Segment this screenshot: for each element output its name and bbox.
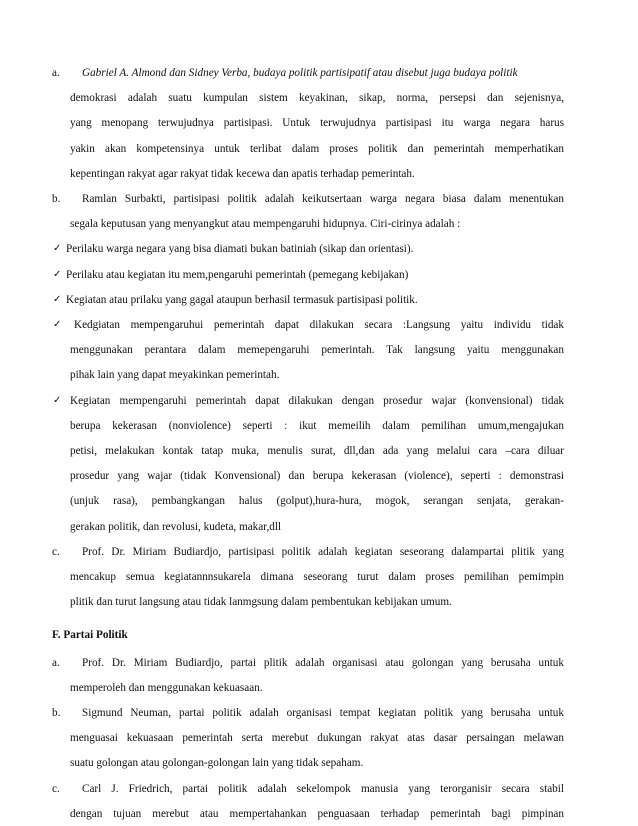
- item-label-f-c: c.: [52, 782, 60, 795]
- check-item-3: Kegiatan atau prilaku yang gagal ataupun berhasil termasuk partisipasi politik.: [66, 293, 418, 306]
- check-item-5-line-5: (unjuk rasa), pembangkangan halus (golput),hura-hura, mogok, serangan senjata, gerakan-: [70, 495, 564, 508]
- check-icon: ✓: [53, 243, 62, 255]
- item-label-c: c.: [52, 545, 60, 558]
- check-item-5-line-3: petisi, melakukan kontak tatap muka, menulis surat, dll,dan ada yang melalui cara –cara diluar: [70, 445, 564, 457]
- para-f-b-line-3: suatu golongan atau golongan-golongan lain yang tidak sepaham.: [70, 757, 364, 770]
- item-label-f-b: b.: [52, 707, 61, 719]
- check-icon: ✓: [53, 293, 62, 305]
- para-f-c-line-1: Carl J. Friedrich, partai politik adalah sekelompok manusia yang terorganisir secara stabil: [82, 782, 564, 795]
- para-a-line-5: kepentingan rakyat agar rakyat tidak kecewa dan apatis terhadap pemerintah.: [70, 167, 415, 180]
- para-f-a-line-1: Prof. Dr. Miriam Budiardjo, partai plitik adalah organisasi atau golongan yang berusaha untuk: [82, 656, 564, 669]
- check-icon: ✓: [53, 319, 62, 330]
- item-label-f-a: a.: [52, 656, 60, 669]
- check-item-5-line-1: Kegiatan mempengaruhi pemerintah dapat dilakukan dengan prosedur wajar (konvensional) tidak: [70, 394, 564, 407]
- para-f-c-line-2: dengan tujuan merebut atau mempertahankan penguasaan terhadap pemerintah bagi pimpinan: [70, 807, 564, 820]
- check-item-4-line-1: Kedgiatan mempengaruhui pemerintah dapat dilakukan secara :Langsung yaitu individu tidak: [74, 319, 564, 331]
- para-a-line-2: demokrasi adalah suatu kumpulan sistem keyakinan, sikap, norma, persepsi dan sejenisnya,: [70, 92, 564, 105]
- check-item-2: Perilaku atau kegiatan itu mem,pengaruhi pemerintah (pemegang kebijakan): [66, 268, 409, 281]
- item-label-b: b.: [52, 193, 61, 205]
- section-heading: F. Partai Politik: [52, 629, 128, 642]
- check-item-5-line-6: gerakan politik, dan revolusi, kudeta, makar,dll: [70, 520, 282, 533]
- check-item-5-line-4: prosedur yang wajar (tidak Konvensional) dan berupa kekerasan (violence), seperti : demonstrasi: [70, 470, 564, 483]
- para-b-line-1: Ramlan Surbakti, partisipasi politik adalah keikutsertaan warga negara biasa dalam menentukan: [82, 193, 564, 205]
- para-a-line-4: yakin akan kompetensinya untuk terlibat dalam proses politik dan pemerintah memperhatikan: [70, 142, 564, 155]
- para-f-b-line-1: Sigmund Neuman, partai politik adalah organisasi tempat kegiatan politik yang berusaha untuk: [82, 707, 564, 719]
- para-a-line-1: Gabriel A. Almond dan Sidney Verba, budaya politik partisipatif atau disebut juga budaya politik: [82, 67, 518, 79]
- para-f-b-line-2: menguasai kekuasaan pemerintah serta merebut dukungan rakyat atas dasar persaingan melawan: [70, 732, 564, 745]
- para-c-line-2: mencakup semua kegiatannnsukarela dimana seseorang turut dalam proses pemilihan pemimpin: [70, 571, 564, 583]
- check-item-4-line-3: pihak lain yang dapat meyakinkan pemerintah.: [70, 369, 280, 382]
- para-f-a-line-2: memperoleh dan menggunakan kekuasaan.: [70, 681, 263, 694]
- para-c-line-3: plitik dan turut langsung atau tidak lanmgsung dalam pembentukan kebijakan umum.: [70, 596, 452, 609]
- check-icon: ✓: [53, 268, 62, 280]
- check-item-5-line-2: berupa kekerasan (nonviolence) seperti : ikut memeilih dalam pemilihan umum,mengajukan: [70, 419, 564, 432]
- para-a-line-3: yang menopang terwujudnya partisipasi. Untuk terwujudnya partisipasi itu warga negara harus: [70, 117, 564, 130]
- para-c-line-1: Prof. Dr. Miriam Budiardjo, partisipasi politik adalah kegiatan seseorang dalampartai plitik yang: [82, 545, 564, 558]
- para-b-line-2: segala keputusan yang menyangkut atau mempengaruhi hidupnya. Ciri-cirinya adalah :: [70, 218, 461, 231]
- check-item-1: Perilaku warga negara yang bisa diamati bukan batiniah (sikap dan orientasi).: [66, 243, 414, 256]
- check-icon: ✓: [53, 394, 62, 406]
- item-label-a: a.: [52, 67, 60, 79]
- check-item-4-line-2: menggunakan perantara dalam memepengaruhi pemerintah. Tak langsung yaitu menggunakan: [70, 344, 564, 357]
